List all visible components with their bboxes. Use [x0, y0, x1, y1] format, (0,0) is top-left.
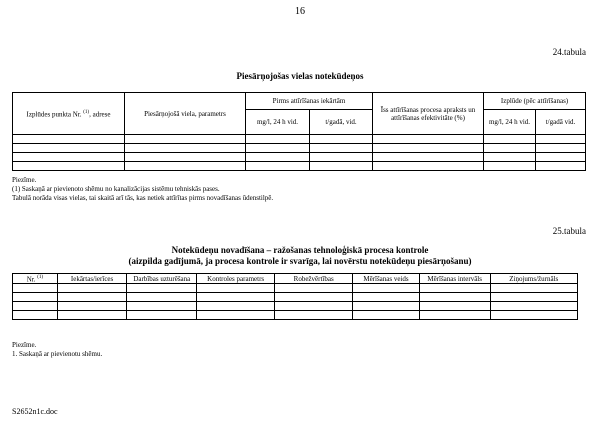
table-row	[13, 284, 578, 293]
title-line: (aizpilda gadījumā, ja procesa kontrole ir svarīga, lai novērstu notekūdeņu piesārņošanu)	[128, 256, 472, 266]
table-row	[13, 135, 586, 144]
header-report-log: Ziņojums/žurnāls	[490, 274, 577, 284]
header-limit-values: Robežvērtības	[275, 274, 353, 284]
header-equipment: Iekārtas/ierīces	[57, 274, 127, 284]
header-before-treatment: Pirms attīrīšanas iekārtām	[246, 93, 373, 110]
table-24-title: Piesārņojošas vielas notekūdeņos	[236, 71, 364, 81]
table-25-label: 25.tabula	[552, 226, 586, 236]
table-25-note	[12, 341, 102, 359]
table-25-title	[0, 245, 600, 267]
header-after-treatment: Izplūde (pēc attīrīšanas)	[484, 93, 586, 110]
header-unit-mg: mg/l, 24 h vid.	[246, 110, 310, 135]
header-pollutant: Piesārņojošā viela, parametrs	[125, 93, 246, 135]
title-line: Notekūdeņu novadīšana – ražošanas tehnoloģiskā procesa kontrole	[171, 245, 429, 255]
table-row	[13, 153, 586, 162]
header-nr: Nr. $^{(1)}$	[13, 274, 58, 284]
header-unit-t-after: t/gadā vid.	[536, 110, 586, 135]
header-unit-t: t/gadā, vid.	[310, 110, 373, 135]
table-24-note	[12, 176, 273, 203]
pollutants-table	[12, 92, 586, 171]
document-filename: S2652n1c.doc	[12, 407, 58, 416]
header-unit-mg-after: mg/l, 24 h vid.	[484, 110, 536, 135]
page-number: 16	[295, 6, 305, 17]
table-row	[13, 302, 578, 311]
table-row	[13, 311, 578, 320]
note-title: Piezīme.	[12, 341, 37, 349]
note-title: Piezīme.	[12, 176, 37, 184]
table-row	[13, 162, 586, 171]
header-control-parameter: Kontroles parametrs	[197, 274, 275, 284]
header-measurement-interval: Mērīšanas intervāls	[419, 274, 490, 284]
note-line: Tabulā norāda visas vielas, tai skaitā arī tās, kas netiek attīrītas pirms novadīšanas ūdenstilpē.	[12, 194, 274, 202]
note-line: (1) Saskaņā ar pievienoto shēmu no kanalizācijas sistēmu tehniskās pases.	[12, 185, 220, 193]
header-measurement-type: Mērīšanas veids	[353, 274, 420, 284]
process-control-table	[12, 273, 578, 320]
header-process: Īss attīrīšanas procesa apraksts un attīrīšanas efektivitāte (%)	[373, 93, 484, 135]
header-maintenance: Darbības uzturēšana	[127, 274, 197, 284]
table-row	[13, 293, 578, 302]
header-outlet: Izplūdes punkta Nr. $^{(1)}$, adrese	[13, 93, 125, 135]
table-24-label: 24.tabula	[552, 47, 586, 57]
note-line: 1. Saskaņā ar pievienotu shēmu.	[12, 350, 103, 358]
table-row	[13, 144, 586, 153]
